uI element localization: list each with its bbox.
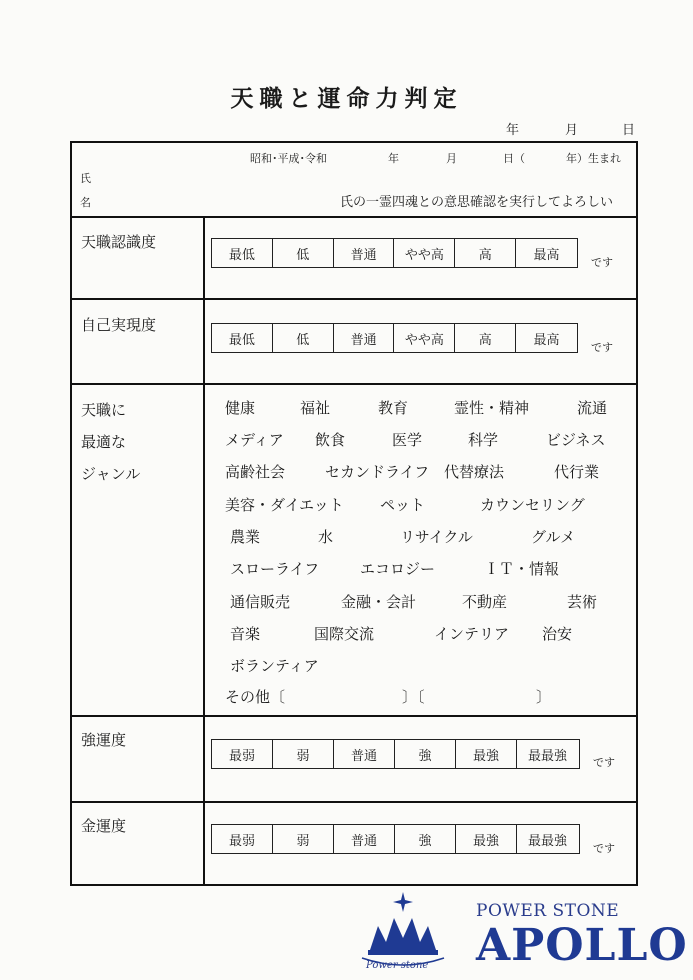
- genre-label-line1: 天職に: [81, 401, 127, 419]
- money-label: 金運度: [81, 817, 127, 835]
- money-scale: [211, 824, 580, 854]
- genre-item[interactable]: 霊性・精神: [454, 399, 530, 417]
- genre-item[interactable]: ビジネス: [546, 431, 606, 449]
- scale-option[interactable]: 最弱: [212, 740, 273, 768]
- genre-item[interactable]: カウンセリング: [480, 496, 585, 514]
- scale-option[interactable]: やや高: [394, 239, 455, 267]
- genre-item[interactable]: ペット: [380, 496, 426, 514]
- crown-script-text: Power stone: [366, 960, 429, 971]
- birth-day-label: 日（: [503, 152, 525, 165]
- genre-item[interactable]: 高齢社会: [225, 463, 286, 481]
- recognition-suffix: です: [591, 256, 613, 269]
- era-label: 昭和･平成･令和: [250, 152, 327, 165]
- luck-label: 強運度: [81, 731, 127, 749]
- scale-option[interactable]: 普通: [334, 825, 395, 853]
- date-day-label: 日: [622, 123, 636, 138]
- scale-option[interactable]: 低: [273, 239, 334, 267]
- name-label-bottom: 名: [80, 196, 91, 209]
- birth-year-label: 年: [388, 152, 399, 165]
- genre-item[interactable]: 科学: [468, 431, 499, 449]
- form-title: 天職と運命力判定: [230, 86, 463, 112]
- genre-item[interactable]: 金融・会計: [341, 593, 417, 611]
- birth-suffix-label: 年）生まれ: [566, 152, 621, 165]
- genre-item[interactable]: 代行業: [554, 463, 600, 481]
- brand-name: APOLLO: [476, 920, 688, 971]
- recognition-scale: [211, 238, 578, 268]
- scale-option[interactable]: 強: [395, 740, 456, 768]
- birth-month-label: 月: [446, 152, 457, 165]
- genre-item[interactable]: インテリア: [434, 625, 510, 643]
- scale-option[interactable]: 最低: [212, 239, 273, 267]
- realization-suffix: です: [591, 341, 613, 354]
- genre-item[interactable]: 教育: [378, 399, 409, 417]
- genre-item[interactable]: 美容・ダイエット: [225, 496, 344, 514]
- recognition-label: 天職認識度: [81, 233, 157, 251]
- scale-option[interactable]: 普通: [334, 324, 395, 352]
- scale-option[interactable]: 最低: [212, 324, 273, 352]
- form-table: [70, 141, 638, 886]
- scale-option[interactable]: 最最強: [527, 748, 567, 764]
- genre-item[interactable]: 芸術: [567, 593, 598, 611]
- brand-subtitle: POWER STONE: [476, 901, 620, 921]
- genre-item[interactable]: 音楽: [230, 625, 261, 643]
- scale-option[interactable]: 低: [273, 324, 334, 352]
- row-divider: [72, 715, 636, 717]
- luck-scale: [211, 739, 580, 769]
- scale-option[interactable]: 最最強: [527, 833, 567, 849]
- genre-label-line2: 最適な: [81, 433, 127, 451]
- scale-option[interactable]: 最強: [456, 825, 517, 853]
- name-label-top: 氏: [80, 172, 91, 185]
- scale-option[interactable]: 弱: [273, 825, 334, 853]
- scale-option[interactable]: 最強: [456, 740, 517, 768]
- scale-option[interactable]: 高: [455, 239, 516, 267]
- genre-item[interactable]: 水: [318, 528, 334, 546]
- money-suffix: です: [593, 842, 615, 855]
- genre-item[interactable]: セカンドライフ: [325, 463, 430, 481]
- row-divider: [72, 383, 636, 385]
- row-divider: [72, 298, 636, 300]
- genre-item[interactable]: 農業: [230, 528, 261, 546]
- genre-item[interactable]: 通信販売: [230, 593, 291, 611]
- scale-option[interactable]: 高: [455, 324, 516, 352]
- genre-item[interactable]: 健康: [225, 399, 256, 417]
- genre-item[interactable]: 飲食: [315, 431, 346, 449]
- date-year-label: 年: [506, 123, 520, 138]
- date-month-label: 月: [565, 123, 579, 138]
- genre-item[interactable]: 医学: [392, 431, 423, 449]
- genre-item[interactable]: スローライフ: [230, 560, 320, 578]
- scale-option[interactable]: 弱: [273, 740, 334, 768]
- genre-item[interactable]: ＩＴ・情報: [484, 560, 560, 578]
- genre-item[interactable]: エコロジー: [360, 560, 436, 578]
- luck-suffix: です: [593, 756, 615, 769]
- row-divider: [72, 216, 636, 218]
- row-divider: [72, 801, 636, 803]
- genre-item[interactable]: 福祉: [300, 399, 331, 417]
- scale-option[interactable]: 普通: [334, 239, 395, 267]
- genre-item[interactable]: 流通: [577, 399, 608, 417]
- genre-other-bracket: 〕〔: [402, 688, 425, 706]
- scale-option[interactable]: 普通: [334, 740, 395, 768]
- genre-item[interactable]: リサイクル: [400, 528, 473, 546]
- scale-option[interactable]: 最高: [533, 247, 560, 263]
- scale-option[interactable]: 最弱: [212, 825, 273, 853]
- genre-item[interactable]: 治安: [542, 625, 573, 643]
- confirm-text: 氏の一霊四魂との意思確認を実行してよろしい: [340, 195, 614, 210]
- genre-other-bracket-end: 〕: [536, 688, 552, 706]
- scale-option[interactable]: やや高: [394, 324, 455, 352]
- column-divider: [203, 218, 205, 884]
- genre-item[interactable]: 代替療法: [444, 463, 505, 481]
- genre-other-label: その他〔: [225, 688, 286, 706]
- genre-item[interactable]: グルメ: [531, 528, 576, 546]
- realization-label: 自己実現度: [81, 316, 157, 334]
- genre-item[interactable]: メディア: [225, 431, 284, 449]
- genre-item[interactable]: 不動産: [462, 593, 508, 611]
- genre-label-line3: ジャンル: [81, 465, 141, 483]
- scale-option[interactable]: 最高: [533, 332, 560, 348]
- realization-scale: [211, 323, 578, 353]
- scale-option[interactable]: 強: [395, 825, 456, 853]
- genre-item[interactable]: ボランティア: [230, 657, 319, 675]
- genre-item[interactable]: 国際交流: [314, 625, 375, 643]
